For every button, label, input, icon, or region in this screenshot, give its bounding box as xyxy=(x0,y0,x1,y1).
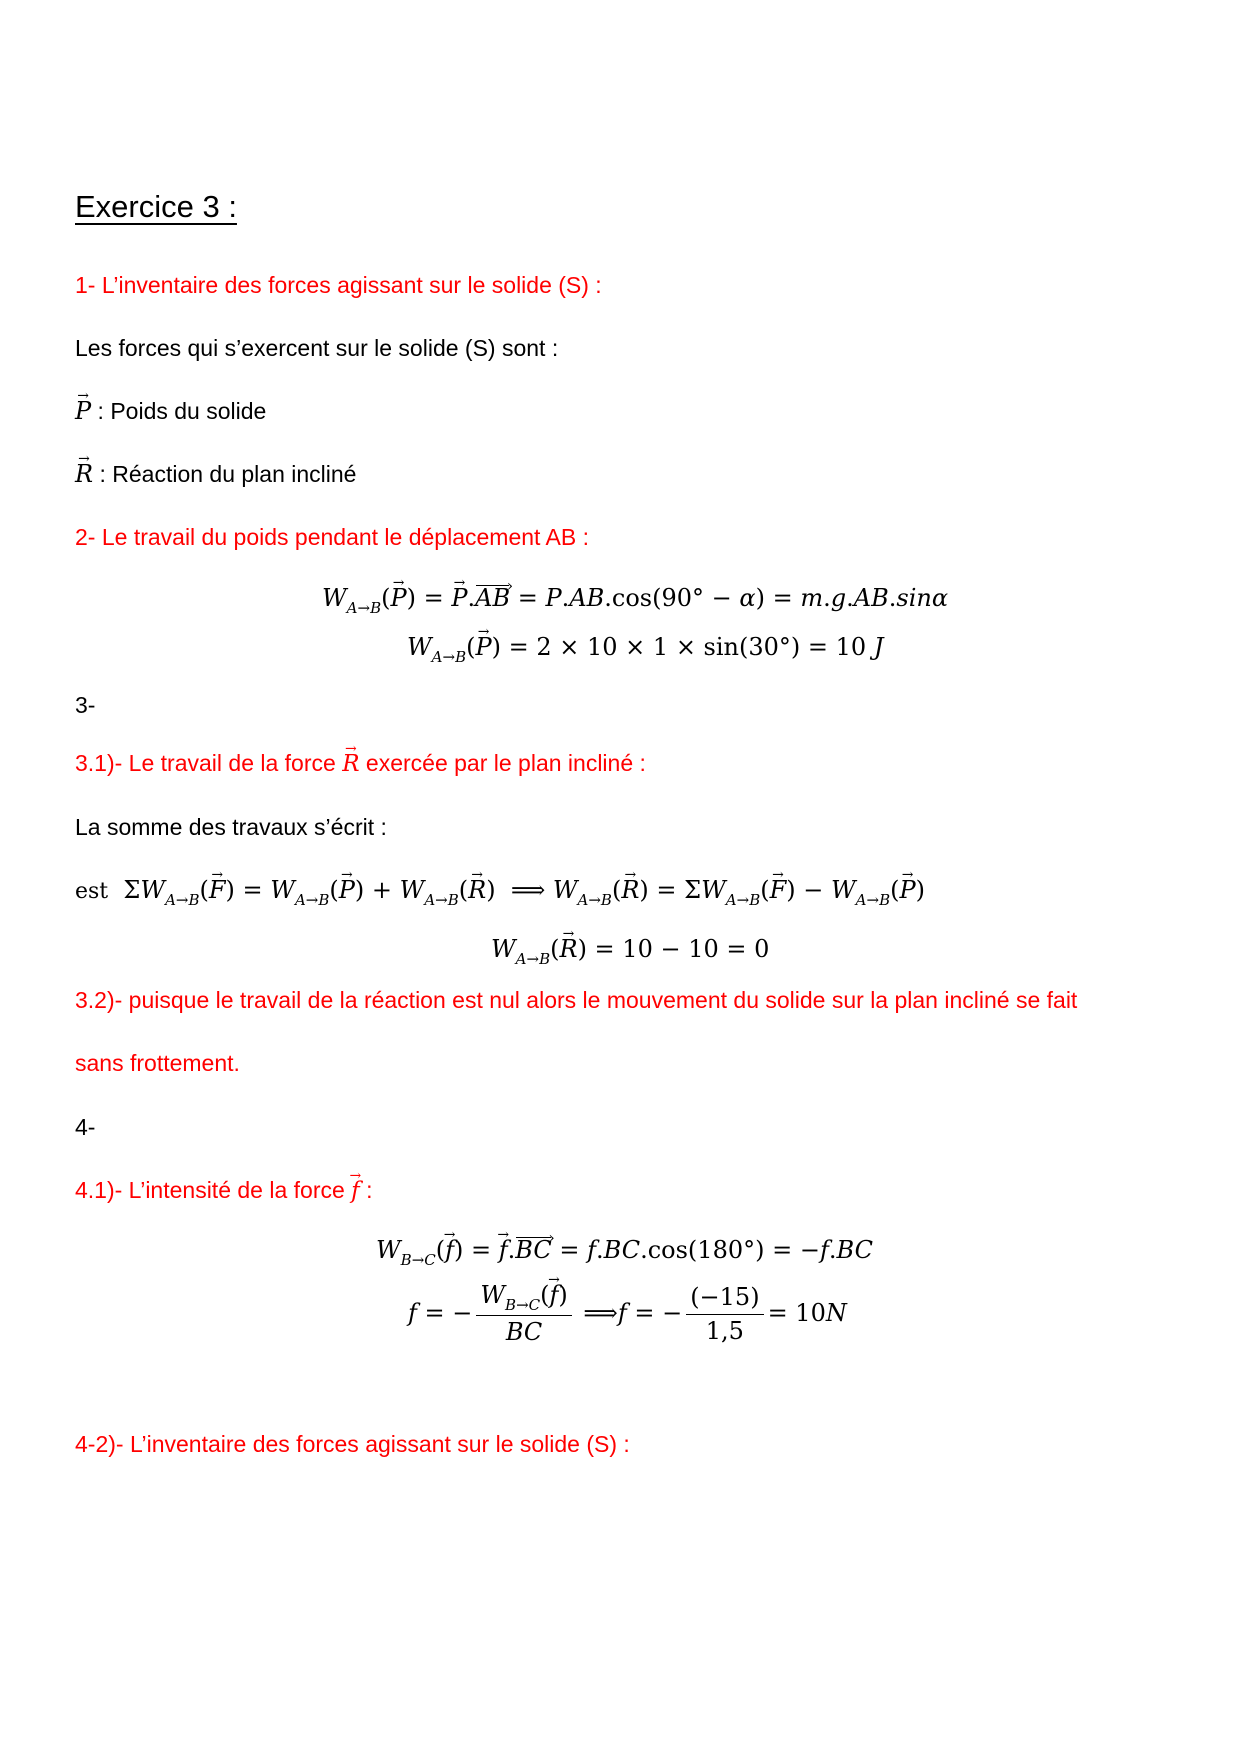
question-3-1-heading-text: 3.1)- Le travail de la force xyxy=(75,750,343,776)
force-weight-item xyxy=(75,396,266,426)
question-3-2-line-2: sans frottement. xyxy=(75,1050,240,1076)
force-reaction-item xyxy=(75,459,356,489)
question-2-heading: 2- Le travail du poids pendant le déplacement AB : xyxy=(75,524,590,550)
question-1-heading: 1- L’inventaire des forces agissant sur le solide (S) : xyxy=(75,272,602,298)
question-4-2-heading: 4-2)- L’inventaire des forces agissant sur le solide (S) : xyxy=(75,1431,630,1457)
vector-r-symbol: → R xyxy=(75,459,93,489)
question-4-1-heading-text: 4.1)- L’intensité de la force xyxy=(75,1177,352,1203)
vector-p-symbol: → P xyxy=(75,396,91,426)
vector-f-symbol-inline: → f xyxy=(351,1176,360,1206)
question-3-2-line-1: 3.2)- puisque le travail de la réaction est nul alors le mouvement du solide sur la plan incliné se fait xyxy=(75,987,1078,1013)
equation-work-weight-definition: $W_{A\to B}(\to P)$ = → P.AB › = P.AB.cos(90° − α) = m.g.AB.sinα xyxy=(322,583,948,616)
question-4-label: 4- xyxy=(75,1114,96,1140)
equation-friction-intensity: f = − $\frac{W_{B\to C}(\to f)}{BC}$ ⟹ f = − $\frac{(-15)}{1,5}$ = 10 N xyxy=(408,1280,847,1346)
equation-work-weight-value: $W_{A\to B}(\to P) = 2 \times 10 \times 1 \times \sin(30^\circ) = 10$ J xyxy=(407,632,883,665)
force-reaction-label: : Réaction du plan incliné xyxy=(93,461,357,487)
equation-sum-of-works: est $\Sigma W_{A\to B}(\to F) = W_{A\to B}(\to P) + W_{A\to B}(\to R)$ ⟹ $W_{A\to B}(\to R) = \Sigma W_{A\to B}(\to F) - W_{A\to B}(\to P)$ xyxy=(75,875,925,908)
exercise-title: Exercice 3 : xyxy=(75,189,237,224)
sum-of-works-intro: La somme des travaux s’écrit : xyxy=(75,814,387,840)
equation-work-friction-definition: $W_{B\to C}(\to f)$ = → f.BC › = f.BC.cos(180°) = −f.BC xyxy=(376,1235,873,1268)
force-weight-label: : Poids du solide xyxy=(91,398,267,424)
question-3-1-heading-end: exercée par le plan incliné : xyxy=(359,750,646,776)
question-3-label: 3- xyxy=(75,692,96,718)
question-4-1-heading-end: : xyxy=(359,1177,373,1203)
equation-work-reaction-value: $W_{A\to B}(\to R) = 10 - 10 = 0$ xyxy=(491,934,769,967)
equation-prefix: est xyxy=(75,879,109,904)
question-4-1-heading xyxy=(75,1175,372,1206)
forces-intro: Les forces qui s’exercent sur le solide (S) sont : xyxy=(75,335,559,361)
question-3-1-heading xyxy=(75,748,646,779)
vector-r-symbol-inline: → R xyxy=(342,749,359,779)
